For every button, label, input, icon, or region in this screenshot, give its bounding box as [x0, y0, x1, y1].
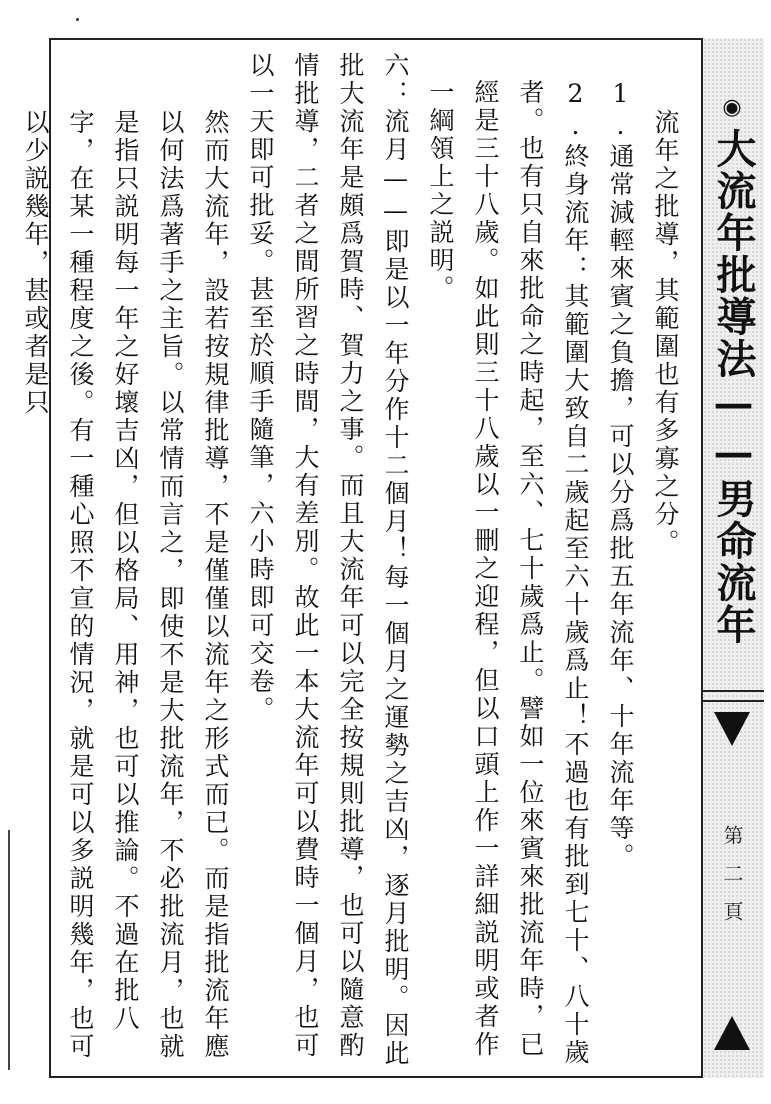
paragraph-intro: 流年之批導，其範圍也有多寡之分。 [651, 109, 680, 557]
paragraph-section-6: 六：流月——即是以一年分作十二個月！每一個月之運勢之吉凶，逐月批明。因此批大流年是頗爲賀時、賀力之事。而且大流年可以完全按規則批導，也可以隨意酌情批導，二者之間所習之時間，大有差別。故此一本大流年可以費時一個月，也可以一天即可批妥。甚至於順手隨筆，六小時即可交卷。 [246, 52, 410, 1068]
book-title: 大流年批導法——男命流年 [710, 128, 757, 646]
paragraph-item-2: 2.終身流年：其範圍大致自二歲起至六十歲爲止！不過也有批到七十、八十歲者。也有只自來批命之時起，至六、七十歲爲止。譬如一位來賓來批流年時，已經是三十八歲。如此則三十八歲以一刪之迎程，但以口頭上作一詳細説明或者作一綱領上之説明。 [426, 79, 590, 1067]
band-divider-upper [701, 690, 764, 692]
triangle-down-icon [714, 712, 750, 746]
scan-speck [76, 18, 79, 21]
circle-dot-ornament-icon: ◉ [722, 95, 742, 120]
page-number-label: 第二頁 [720, 825, 744, 939]
paragraph-continuation: 然而大流年，設若按規律批導，不是僅僅以流年之形式而已。而是指批流年應以何法爲著手之主旨。以常情而言之，即使不是大批流年，不必批流月，也就是指只説明每一年之好壞吉凶，但以格局、用神，也可以推論。不過在批八字，在某一種程度之後。有一種心照不宣的情況，就是可以多説明幾年，也可以少説幾年，甚或者是只 [21, 109, 230, 1061]
band-divider-lower [701, 700, 764, 702]
triangle-up-icon [714, 1016, 750, 1050]
paragraph-item-1: 1.通常減輕來賓之負擔，可以分爲批五年流年、十年流年等。 [606, 79, 635, 871]
scan-margin-line [8, 830, 10, 1070]
body-text [21, 52, 688, 1068]
